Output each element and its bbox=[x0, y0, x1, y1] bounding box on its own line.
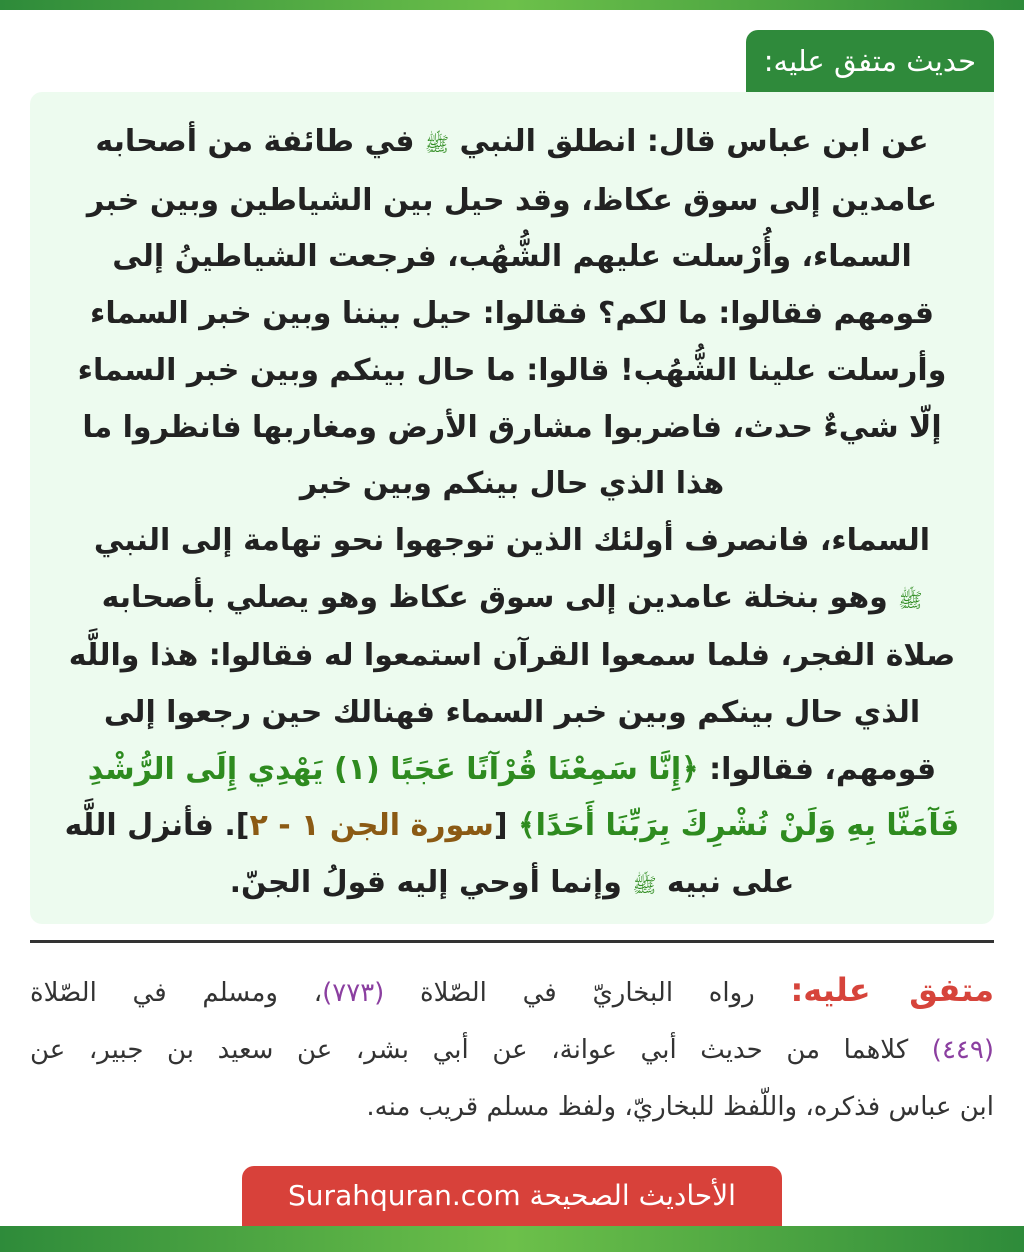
top-decorative-bar bbox=[0, 0, 1024, 10]
hadith-text-segment: وهو بنخلة عامدين إلى سوق عكاظ وهو يصلي بأصحابه bbox=[101, 579, 899, 615]
hadith-line bbox=[60, 343, 964, 400]
pbuh-icon: ﷺ bbox=[898, 587, 923, 612]
site-label: الأحاديث الصحيحة Surahquran.com bbox=[288, 1179, 736, 1212]
hadith-text-segment: [ bbox=[493, 808, 518, 844]
hadith-text-segment: السماء، وأُرْسلت عليهم الشُّهُب، فرجعت الشياطينُ إلى bbox=[112, 239, 912, 275]
source-line-2 bbox=[30, 1022, 994, 1079]
hadith-text-segment: على نبيه bbox=[656, 865, 795, 901]
source-text-2: كلاهما من حديث أبي عوانة، عن أبي بشر، عن سعيد بن جبير، عن bbox=[30, 1035, 932, 1065]
hadith-text-segment: صلاة الفجر، فلما سمعوا القرآن استمعوا له فقالوا: هذا واللَّه bbox=[68, 638, 956, 674]
surah-reference: سورة الجن ١ - ٢ bbox=[249, 808, 494, 844]
bottom-decorative-bar bbox=[0, 1226, 1024, 1252]
site-badge[interactable] bbox=[242, 1166, 782, 1226]
hadith-line bbox=[60, 798, 964, 855]
hadith-type-tag bbox=[746, 30, 994, 92]
hadith-text-segment: عامدين إلى سوق عكاظ، وقد حيل بين الشياطين وبين خبر bbox=[86, 182, 938, 218]
hadith-line bbox=[60, 628, 964, 685]
hadith-line bbox=[60, 229, 964, 286]
hadith-text-segment: قومهم فقالوا: ما لكم؟ فقالوا: حيل بيننا وبين خبر السماء bbox=[90, 296, 934, 332]
hadith-line bbox=[60, 855, 964, 914]
hadith-text-segment: الذي حال بينكم وبين خبر السماء فهنالك حين رجعوا إلى bbox=[103, 695, 921, 731]
hadith-text-segment: ]. فأنزل اللَّه bbox=[64, 808, 250, 844]
hadith-line bbox=[60, 400, 964, 457]
hadith-line bbox=[60, 173, 964, 230]
hadith-text-segment: هذا الذي حال بينكم وبين خبر bbox=[299, 466, 725, 502]
hadith-text-segment: وإنما أوحي إليه قولُ الجنّ. bbox=[229, 865, 633, 901]
hadith-line bbox=[60, 456, 964, 513]
hadith-line bbox=[60, 742, 964, 799]
hadith-line bbox=[60, 513, 964, 570]
hadith-text-segment: في طائفة من أصحابه bbox=[95, 124, 425, 159]
pbuh-icon: ﷺ bbox=[424, 132, 450, 156]
hadith-text-segment: السماء، فانصرف أولئك الذين توجهوا نحو تهامة إلى النبي bbox=[93, 522, 931, 558]
hadith-text-segment: عن ابن عباس قال: انطلق النبي bbox=[449, 124, 929, 159]
source-label: متفق عليه: bbox=[790, 971, 995, 1009]
source-text-1b: ، ومسلم في الصّلاة bbox=[30, 978, 323, 1008]
hadith-line bbox=[60, 114, 964, 173]
source-line-3: ابن عباس فذكره، واللّفظ للبخاريّ، ولفظ مسلم قريب منه. bbox=[366, 1092, 994, 1122]
divider-line bbox=[30, 940, 994, 943]
hadith-line bbox=[60, 286, 964, 343]
quran-verse: فَآمَنَّا بِهِ وَلَنْ نُشْرِكَ بِرَبِّنَا أَحَدًا﴾ bbox=[518, 808, 960, 844]
hadith-line bbox=[60, 570, 964, 629]
hadith-line bbox=[60, 685, 964, 742]
pbuh-icon: ﷺ bbox=[632, 873, 657, 898]
source-text-1a: رواه البخاريّ في الصّلاة bbox=[384, 978, 791, 1008]
hadith-text-segment: إلّا شيءٌ حدث، فاضربوا مشارق الأرض ومغاربها فانظروا ما bbox=[82, 409, 942, 445]
hadith-text-box bbox=[30, 92, 994, 924]
bukhari-number: (٧٧٣) bbox=[322, 978, 385, 1008]
source-reference bbox=[30, 962, 994, 1136]
hadith-text bbox=[60, 114, 964, 914]
quran-verse: ﴿إِنَّا سَمِعْنَا قُرْآنًا عَجَبًا (١) يَهْدِي إِلَى الرُّشْدِ bbox=[87, 751, 699, 787]
hadith-text-segment: قومهم، فقالوا: bbox=[698, 751, 937, 787]
source-line-1 bbox=[30, 962, 994, 1022]
hadith-text-segment: وأرسلت علينا الشُّهُب! قالوا: ما حال بينكم وبين خبر السماء bbox=[77, 352, 947, 388]
muslim-number: (٤٤٩) bbox=[931, 1035, 994, 1065]
hadith-type-label: حديث متفق عليه: bbox=[763, 44, 976, 78]
